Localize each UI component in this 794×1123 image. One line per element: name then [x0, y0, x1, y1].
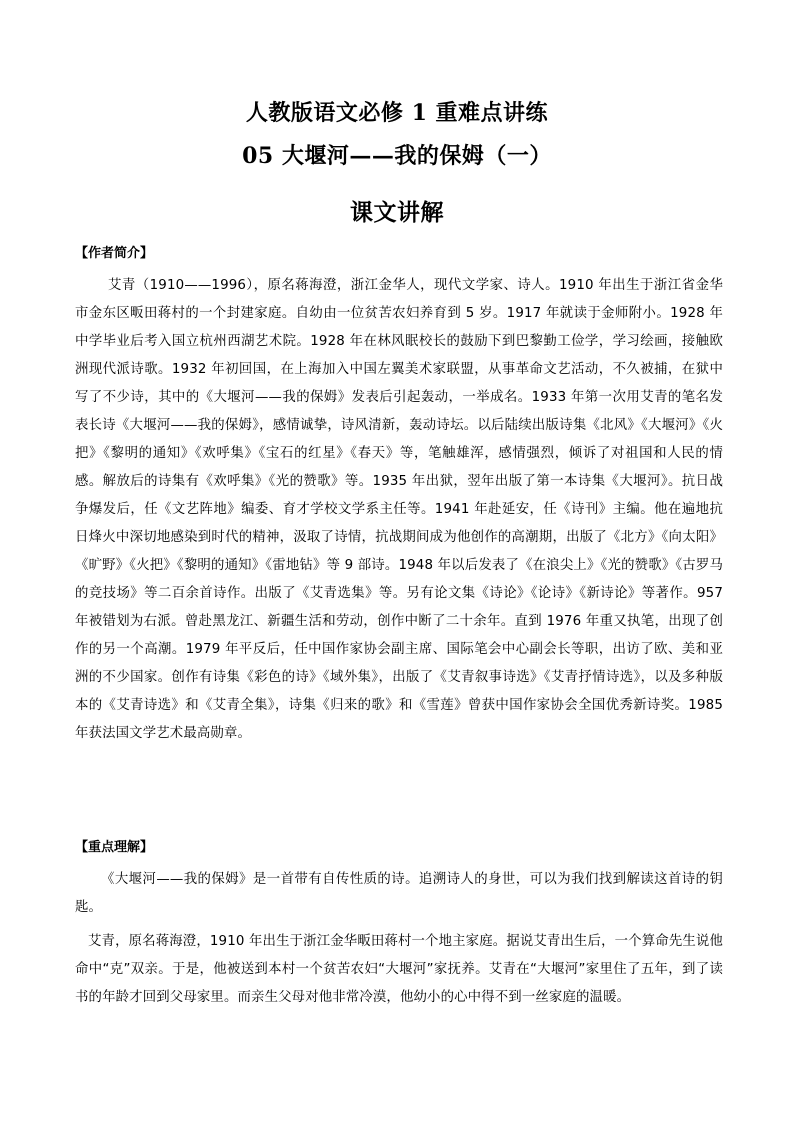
key-points-paragraph-1: 《大堰河——我的保姆》是一首带有自传性质的诗。追溯诗人的身世，可以为我们找到解读这首诗的钥匙。 [75, 872, 723, 915]
document-title: 人教版语文必修 1 重难点讲练 [245, 100, 549, 126]
author-intro-paragraph: 艾青（1910——1996），原名蒋海澄，浙江金华人，现代文学家、诗人。1910 年出生于浙江省金华市金东区畈田蒋村的一个封建家庭。自幼由一位贫苦农妇养育到 5 岁。1917 年就读于金师附小。1928 年中学毕业后考入国立杭州西湖艺术院。1928 年在林风眠校长的鼓励下到巴黎勤工俭学，学习绘画，接触欧洲现代派诗歌。1932 年初回国，在上海加入中国左翼美术家联盟，从事革命文艺活动，不久被捕，在狱中写了不少诗，其中的《大堰河——我的保姆》发表后引起轰动，一举成名。1933 年第一次用艾青的笔名发表长诗《大堰河——我的保姆》，感情诚挚，诗风清新，轰动诗坛。以后陆续出版诗集《北风》《大堰河》《火把》《黎明的通知》《欢呼集》《宝石的红星》《春天》等，笔触雄浑，感情强烈，倾诉了对祖国和人民的情感。解放后的诗集有《欢呼集》《光的赞歌》等。1935 年出狱，翌年出版了第一本诗集《大堰河》。抗日战争爆发后，任《文艺阵地》编委、育才学校文学系主任等。1941 年赴延安，任《诗刊》主编。他在遍地抗日烽火中深切地感染到时代的精神，汲取了诗情，抗战期间成为他创作的高潮期，出版了《北方》《向太阳》《旷野》《火把》《黎明的通知》《雷地钻》等 9 部诗。1948 年以后发表了《在浪尖上》《光的赞歌》《古罗马的竞技场》等二百余首诗作。出版了《艾青选集》等。另有论文集《诗论》《论诗》《新诗论》等著作。957 年被错划为右派。曾赴黑龙江、新疆生活和劳动，创作中断了二十余年。直到 1976 年重又执笔，出现了创作的另一个高潮。1979 年平反后，任中国作家协会副主席、国际笔会中心副会长等职，出访了欧、美和亚洲的不少国家。创作有诗集《彩色的诗》《域外集》，出版了《艾青叙事诗选》《艾青抒情诗选》，以及多种版本的《艾青诗选》和《艾青全集》，诗集《归来的歌》和《雪莲》曾获中国作家协会全国优秀新诗奖。1985 年获法国文学艺术最高勋章。 [75, 278, 723, 741]
section-title: 课文讲解 [350, 199, 444, 226]
lesson-title: 05 大堰河——我的保姆（一） [242, 143, 552, 169]
key-points-paragraph-2: 艾青，原名蒋海澄，1910 年出生于浙江金华畈田蒋村一个地主家庭。据说艾青出生后，一个算命先生说他命中“克”双亲。于是，他被送到本村一个贫苦农妇“大堰河”家抚养。艾青在“大堰河”家里住了五年，到了读书的年龄才回到父母家里。而亲生父母对他非常冷漠，他幼小的心中得不到一丝家庭的温暖。 [75, 934, 723, 1005]
author-intro-heading: 【作者简介】 [75, 246, 154, 261]
key-points-heading: 【重点理解】 [75, 840, 154, 855]
